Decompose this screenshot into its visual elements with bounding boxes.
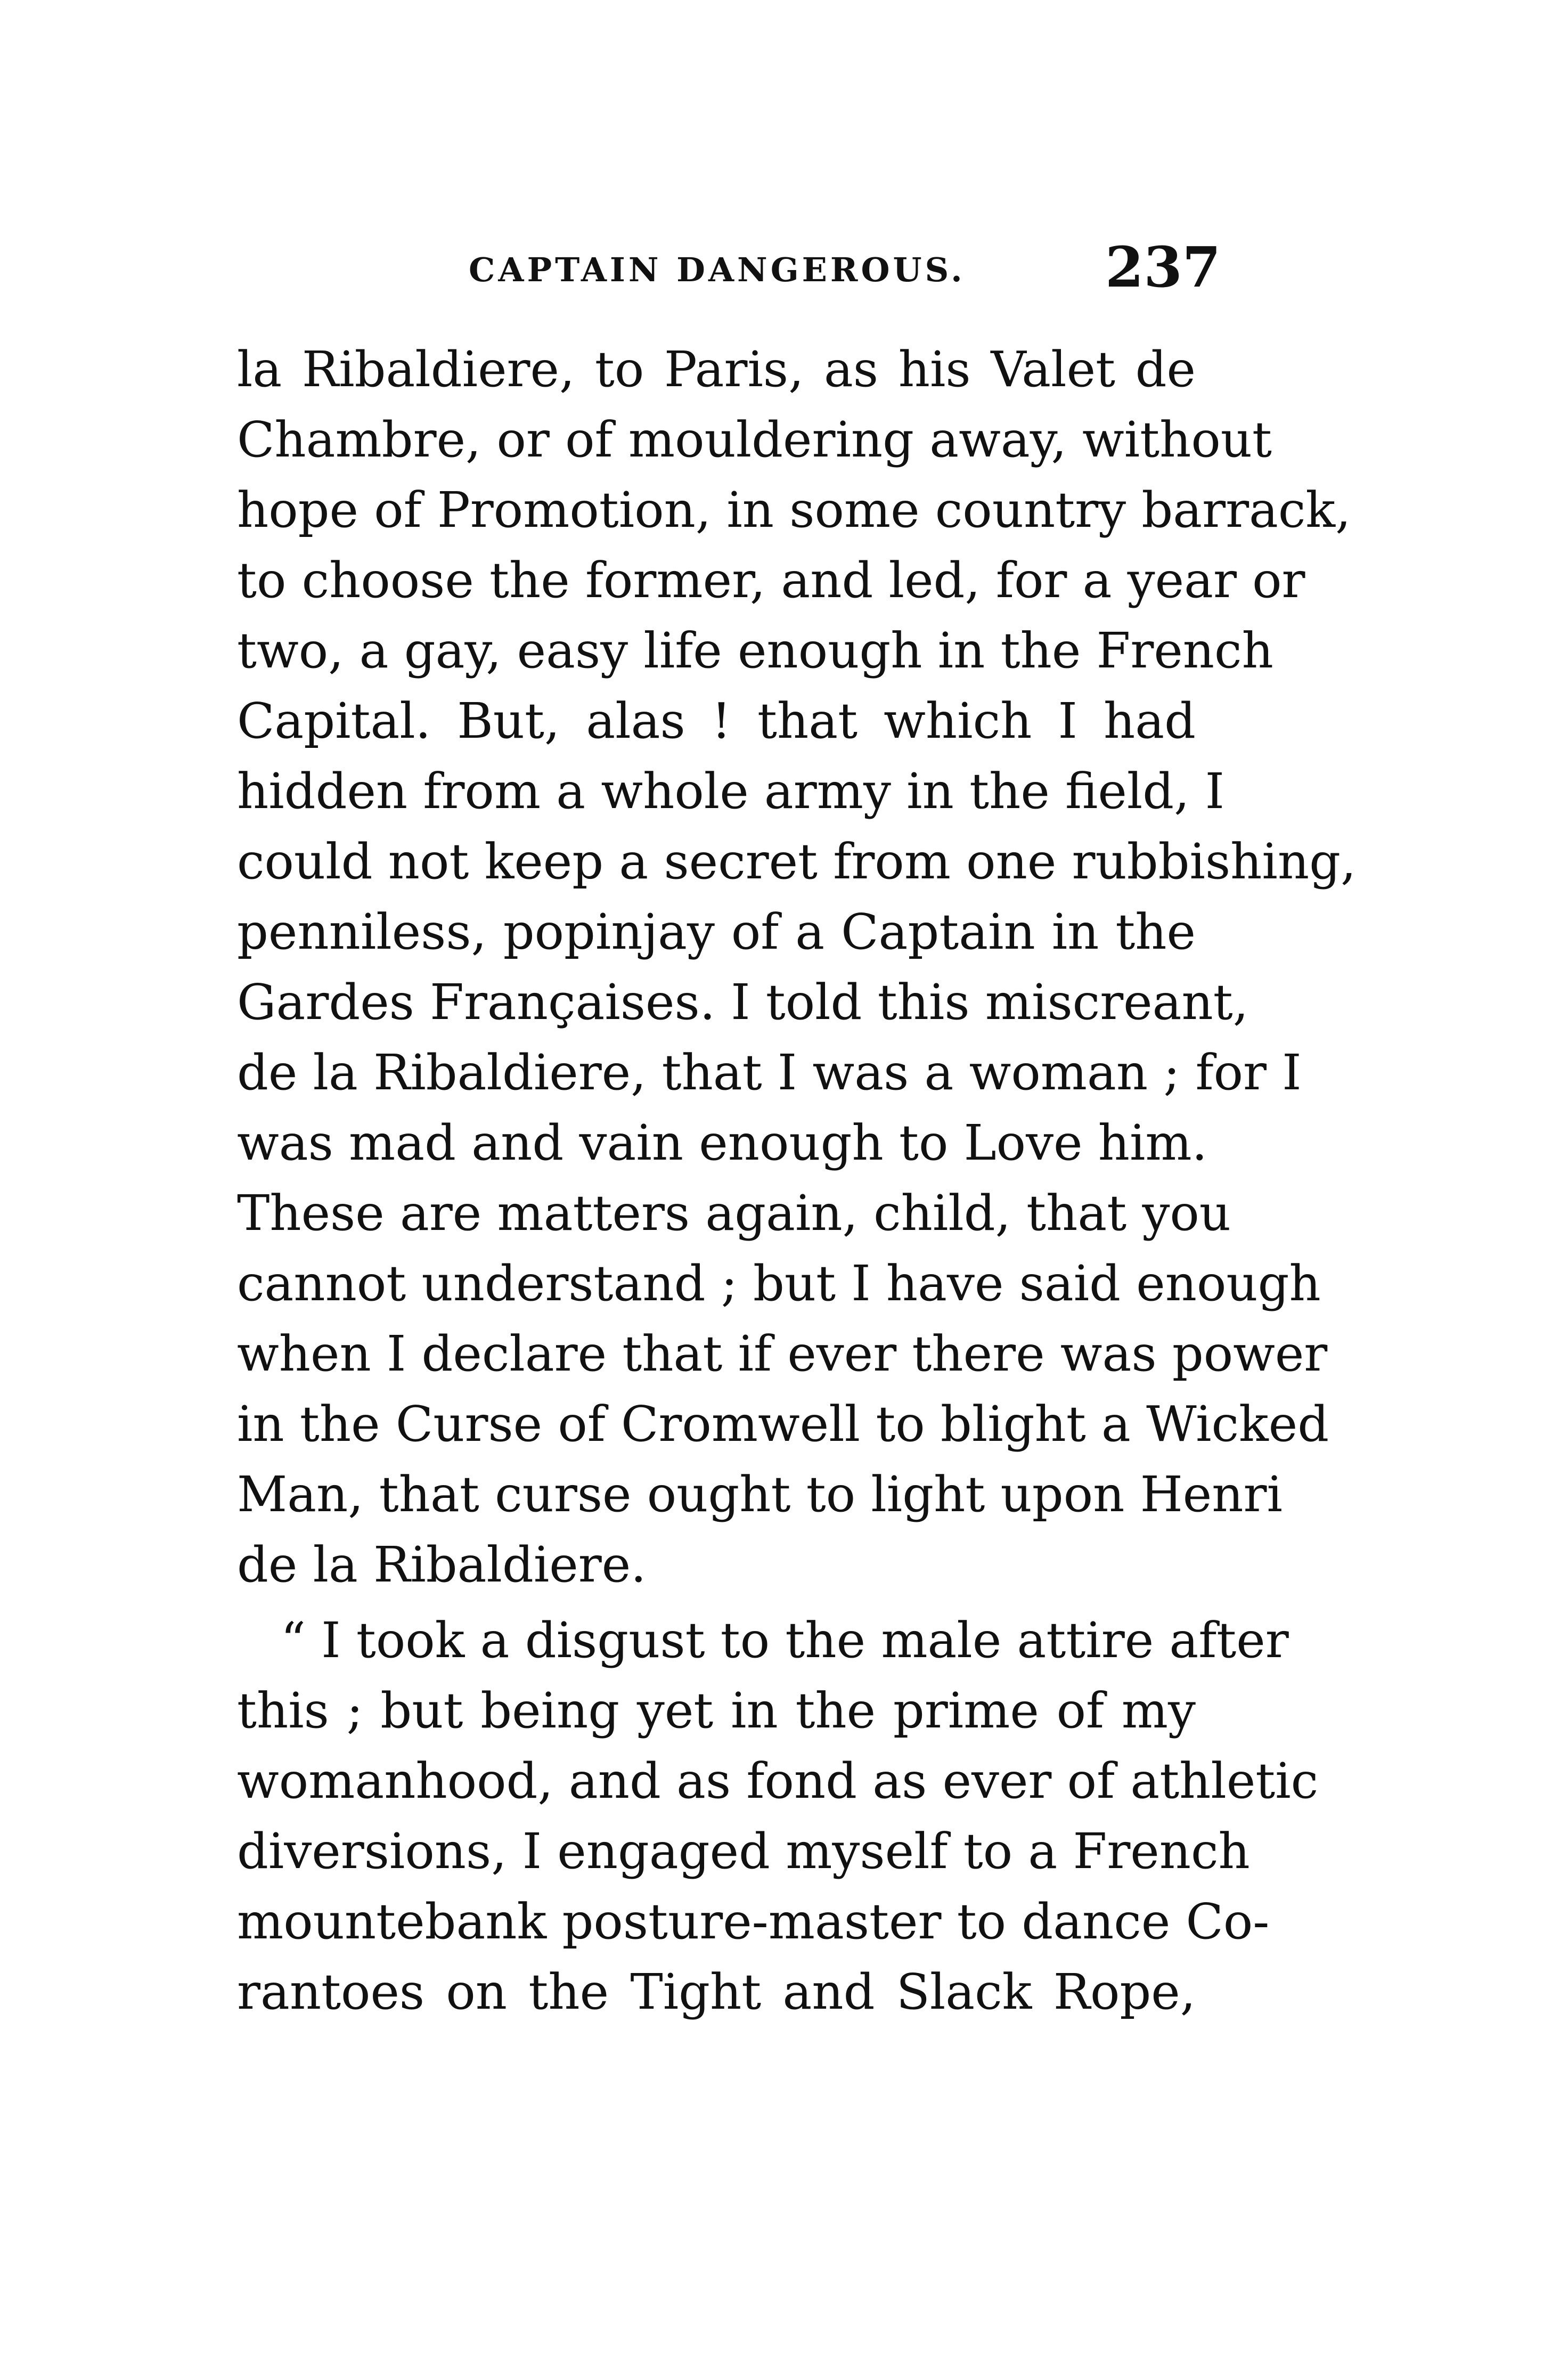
text-line: in the Curse of Cromwell to blight a Wicked (237, 1396, 1329, 1453)
text-line: de la Ribaldiere. (237, 1536, 647, 1593)
text-line: two, a gay, easy life enough in the French (237, 622, 1273, 679)
text-line: to choose the former, and led, for a year or (237, 552, 1305, 609)
text-line: These are matters again, child, that you (237, 1185, 1231, 1242)
text-line: penniless, popinjay of a Captain in the (237, 903, 1196, 960)
paragraph-1 (237, 335, 1357, 1600)
paragraph-2 (237, 1605, 1319, 2027)
page-number: 237 (1105, 234, 1221, 300)
text-line: “ I took a disgust to the male attire after (281, 1612, 1289, 1669)
text-line: diversions, I engaged myself to a French (237, 1823, 1250, 1880)
text-line: Chambre, or of mouldering away, without (237, 411, 1272, 468)
text-line: could not keep a secret from one rubbishing, (237, 833, 1357, 890)
text-line: was mad and vain enough to Love him. (237, 1114, 1207, 1171)
text-line: womanhood, and as fond as ever of athletic (237, 1752, 1319, 1809)
text-line: hidden from a whole army in the field, I (237, 763, 1224, 820)
running-title: CAPTAIN DANGEROUS. (469, 250, 966, 289)
text-line: Gardes Françaises. I told this miscreant, (237, 974, 1248, 1031)
text-line: when I declare that if ever there was power (237, 1325, 1328, 1382)
text-line: mountebank posture-master to dance Co- (237, 1893, 1270, 1950)
body-text (237, 335, 1357, 2027)
text-line: la Ribaldiere, to Paris, as his Valet de (237, 341, 1196, 398)
text-line: Man, that curse ought to light upon Henri (237, 1466, 1283, 1523)
text-line: Capital. But, alas ! that which I had (237, 692, 1196, 749)
running-header (0, 234, 1568, 300)
text-line: cannot understand ; but I have said enough (237, 1255, 1321, 1312)
text-line: hope of Promotion, in some country barrack, (237, 482, 1351, 539)
text-line: this ; but being yet in the prime of my (237, 1682, 1196, 1739)
text-line: rantoes on the Tight and Slack Rope, (237, 1963, 1196, 2020)
text-line: de la Ribaldiere, that I was a woman ; for I (237, 1044, 1302, 1101)
